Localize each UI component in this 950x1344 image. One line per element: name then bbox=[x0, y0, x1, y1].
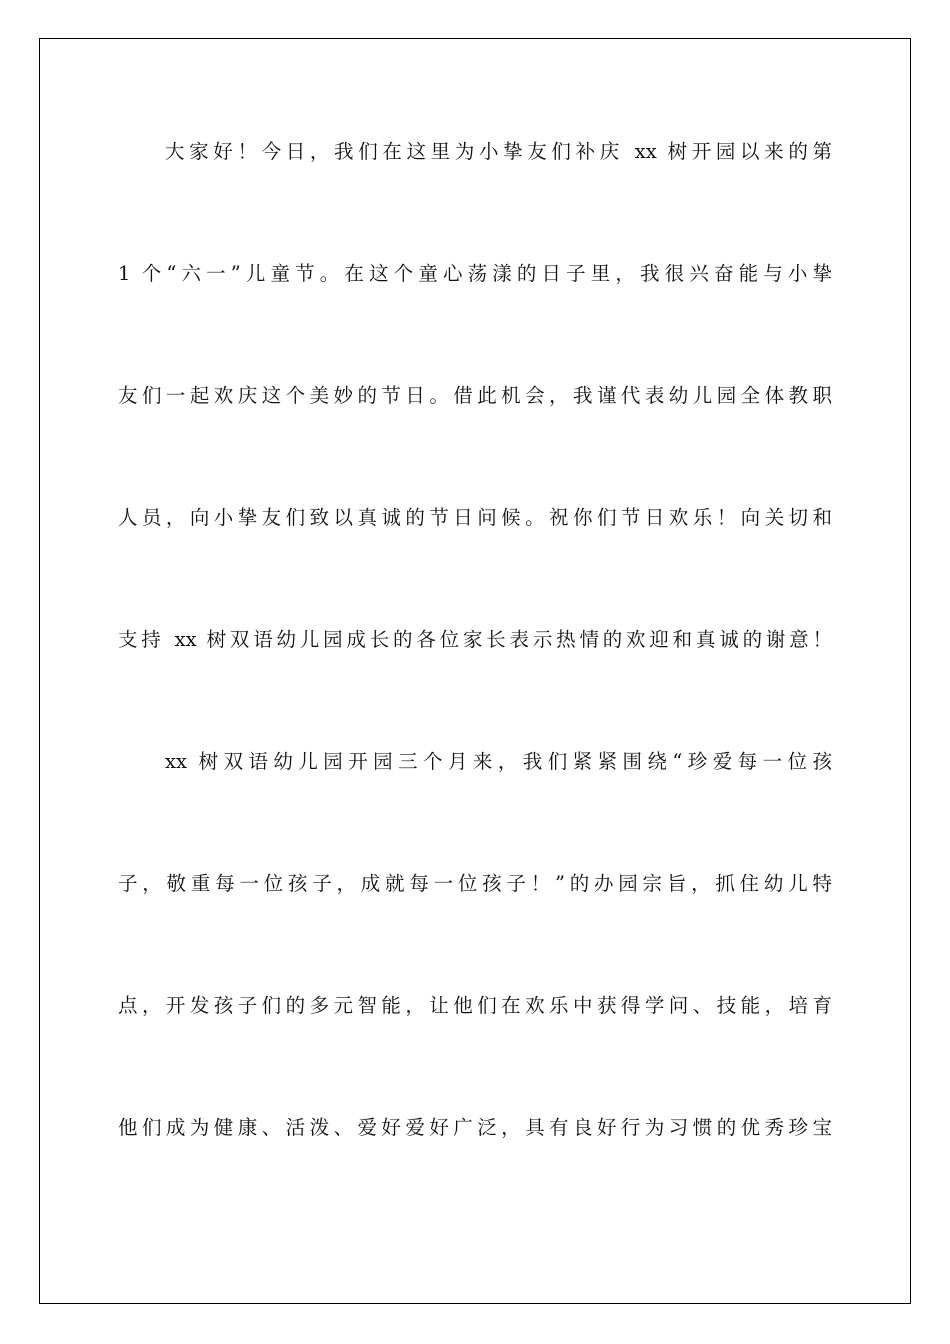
paragraph-2-line-3: 点，开发孩子们的多元智能，让他们在欢乐中获得学问、技能，培育 bbox=[118, 994, 832, 1017]
paragraph-1-line-4: 人员，向小挚友们致以真诚的节日问候。祝你们节日欢乐！向关切和 bbox=[118, 506, 832, 529]
paragraph-2-line-4: 他们成为健康、活泼、爱好爱好广泛，具有良好行为习惯的优秀珍宝 bbox=[118, 1116, 832, 1139]
paragraph-1-line-2: 1 个“六一”儿童节。在这个童心荡漾的日子里，我很兴奋能与小挚 bbox=[118, 262, 832, 285]
paragraph-2-line-2: 子，敬重每一位孩子，成就每一位孩子！”的办园宗旨，抓住幼儿特 bbox=[118, 872, 832, 895]
paragraph-1-line-3: 友们一起欢庆这个美妙的节日。借此机会，我谨代表幼儿园全体教职 bbox=[118, 384, 832, 407]
paragraph-1-line-1: 大家好！今日，我们在这里为小挚友们补庆 xx 树开园以来的第 bbox=[165, 140, 832, 163]
paragraph-2-line-1: xx 树双语幼儿园开园三个月来，我们紧紧围绕“珍爱每一位孩 bbox=[165, 750, 832, 773]
paragraph-1-line-5: 支持 xx 树双语幼儿园成长的各位家长表示热情的欢迎和真诚的谢意！ bbox=[118, 628, 832, 651]
